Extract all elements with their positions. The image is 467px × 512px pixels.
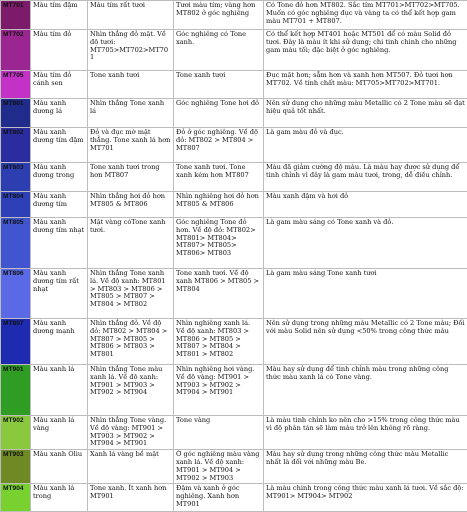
usage-note-cell: Có thể kết hợp MT401 hoặc MT501 để có màu Solid đỏ tươi. Đây là màu ít khi sử dụng; chi tinh chinh cho những gam màu tối; đặc biệt ở góc nghiêng. [264,30,467,71]
usage-note-cell: Nên sử dụng trong những màu Metallic có 2 Tone màu; Đối với màu Solid nên sử dụng <50% trong công thức màu [264,319,467,365]
flop-angle-cell: Góc nghiêng Tone hơi đỏ [174,99,264,128]
color-name-cell: Màu xanh dương tím nhạt [31,218,88,269]
color-name-cell: Màu xanh dương tím đậm [31,128,88,163]
table-row [1,128,467,163]
usage-note-cell: Màu đã giảm cường độ màu. Là màu hay được sử dụng để tinh chỉnh vì đây là gam màu tươi, trong, dễ điều chỉnh. [264,163,467,192]
color-name-cell: Màu tím đậm [31,1,88,30]
face-tone-cell: Nhìn thẳng Tone màu xanh lá. Về độ xanh: MT901 > MT903 > MT902 > MT904 [88,365,174,416]
color-name-cell: Màu xanh lá vàng [31,416,88,450]
color-name-cell: Màu xanh dương tím [31,192,88,218]
face-tone-cell: Tone xanh tươi [88,71,174,99]
color-name-cell: Màu tím đỏ cánh sen [31,71,88,99]
usage-note-cell: Màu hay sử dụng để tinh chỉnh màu trong những công thức màu xanh lá có Tone vàng. [264,365,467,416]
color-code-swatch: MT702 [1,30,31,71]
face-tone-cell: Mặt vàng cóTone xanh tươi. [88,218,174,269]
color-code-swatch: MT701 [1,1,31,30]
usage-note-cell: Đục mặt hơn; sẫm hơn và xanh hơn MT507. Đỏ tươi hơn MT702. Về tính chất màu: MT705>MT702>MT701. [264,71,467,99]
usage-note-cell: Màu hay sử dụng trong những công thức màu Metallic nhất là đối với những màu Be. [264,450,467,484]
face-tone-cell: Xanh lá vàng bề mặt [88,450,174,484]
usage-note-cell: Có Tone đỏ hơn MT802. Sắc tím MT701>MT702>MT705. Muốn có góc nghiêng đục và vàng ta có thể kết hợp gam màu MT701 + MT807. [264,1,467,30]
usage-note-cell: Là gam màu sáng Tone xanh tươi [264,269,467,319]
flop-angle-cell: Tone xanh tươi. Tone xanh kém hơn MT807 [174,163,264,192]
flop-angle-cell: Tone xanh tươi. Về độ xanh MT806 > MT805 > MT804 [174,269,264,319]
table-row [1,450,467,484]
usage-note-cell: Là gam màu sáng có Tone xanh và đỏ. [264,218,467,269]
color-code-swatch: MT903 [1,450,31,484]
table-row [1,71,467,99]
face-tone-cell: Tone xanh tươi trong hơn MT807 [88,163,174,192]
table-row [1,99,467,128]
face-tone-cell: Tone xanh. Ít xanh hơn MT901 [88,484,174,512]
flop-angle-cell: Nhìn nghiêng hơi vàng. Về độ vàng: MT901 > MT903 > MT902 > MT904 > MT901 [174,365,264,416]
flop-angle-cell: Tone xanh tươi [174,71,264,99]
color-name-cell: Màu xanh dương tím rất nhạt [31,269,88,319]
color-code-swatch: MT807 [1,319,31,365]
color-name-cell: Màu xanh lá trong [31,484,88,512]
color-name-cell: Màu xanh Oliu [31,450,88,484]
flop-angle-cell: Góc nghiêng có Tone xanh. [174,30,264,71]
flop-angle-cell: Nhìn nghiêng xanh lá. Về độ xanh: MT803 > MT806 > MT805 > MT807 > MT804 > MT801 > MT802 [174,319,264,365]
color-name-cell: Màu xanh dương lá [31,99,88,128]
usage-note-cell: Màu xanh đậm và hơi đỏ [264,192,467,218]
usage-note-cell: Là gam màu đỏ và đục. [264,128,467,163]
color-name-cell: Màu xanh lá [31,365,88,416]
flop-angle-cell: Nhìn nghiêng hơi đỏ hơn MT805 & MT806 [174,192,264,218]
flop-angle-cell: Tone vàng [174,416,264,450]
table-body [1,1,467,512]
table-row [1,319,467,365]
table-row [1,1,467,30]
color-code-swatch: MT801 [1,99,31,128]
face-tone-cell: Màu tím rất tươi [88,1,174,30]
table-row [1,365,467,416]
flop-angle-cell: Đậm và xanh ở góc nghiêng. Xanh hơn MT901 [174,484,264,512]
face-tone-cell: Nhìn thẳng hơi đỏ hơn MT805 & MT806 [88,192,174,218]
color-code-swatch: MT802 [1,128,31,163]
color-code-swatch: MT803 [1,163,31,192]
color-code-swatch: MT804 [1,192,31,218]
flop-angle-cell: Đỏ ở góc nghiêng. Về độ đỏ: MT802 > MT804 > MT807 [174,128,264,163]
color-code-swatch: MT705 [1,71,31,99]
table-row [1,30,467,71]
color-code-swatch: MT805 [1,218,31,269]
table-row [1,192,467,218]
table-row [1,416,467,450]
flop-angle-cell: Ở góc nghiêng màu vàng xanh lá. Về độ xanh: MT901 > MT904 > MT902 > MT903 [174,450,264,484]
table-row [1,484,467,512]
color-code-swatch: MT806 [1,269,31,319]
color-name-cell: Màu xanh dương trong [31,163,88,192]
usage-note-cell: Là màu chinh trong công thức màu xanh lá tươi. Về sắc độ: MT901> MT904> MT902 [264,484,467,512]
usage-note-cell: Nên sử dụng cho những màu Metallic có 2 Tone màu sẽ đạt hiệu quả tốt nhất. [264,99,467,128]
table-row [1,163,467,192]
color-code-swatch: MT901 [1,365,31,416]
face-tone-cell: Nhìn thẳng đỏ mặt. Về độ tươi: MT705>MT702>MT701 [88,30,174,71]
color-name-cell: Màu tím đỏ [31,30,88,71]
flop-angle-cell: Tươi màu tím; vàng hơn MT802 ở góc nghiêng [174,1,264,30]
flop-angle-cell: Góc nghiêng Tone đỏ hơn. Về độ đỏ: MT802> MT801> MT804> MT807> MT805> MT806> MT803 [174,218,264,269]
color-name-cell: Màu xanh dương mạnh [31,319,88,365]
table-row [1,218,467,269]
face-tone-cell: Nhìn thẳng Tone xanh lá [88,99,174,128]
face-tone-cell: Đỏ và đục mờ mặt thẳng. Tone xanh lá hơn MT701 [88,128,174,163]
table-row [1,269,467,319]
face-tone-cell: Nhìn thẳng Tone vàng. Về độ vàng: MT901 > MT903 > MT902 > MT904 > MT901 [88,416,174,450]
face-tone-cell: Nhìn thẳng Tone xanh lá. Về độ xanh: MT801 > MT803 > MT806 > MT805 > MT807 > MT804 > MT802 [88,269,174,319]
color-code-swatch: MT902 [1,416,31,450]
face-tone-cell: Nhìn thẳng đỏ. Về độ đỏ: MT802 > MT804 > MT807 > MT805 > MT806 > MT803 > MT801 [88,319,174,365]
usage-note-cell: Là màu tinh chỉnh ko nên cho >15% trong công thức màu vì độ phân tán sẽ làm màu trở lên không rõ ràng. [264,416,467,450]
color-code-swatch: MT904 [1,484,31,512]
